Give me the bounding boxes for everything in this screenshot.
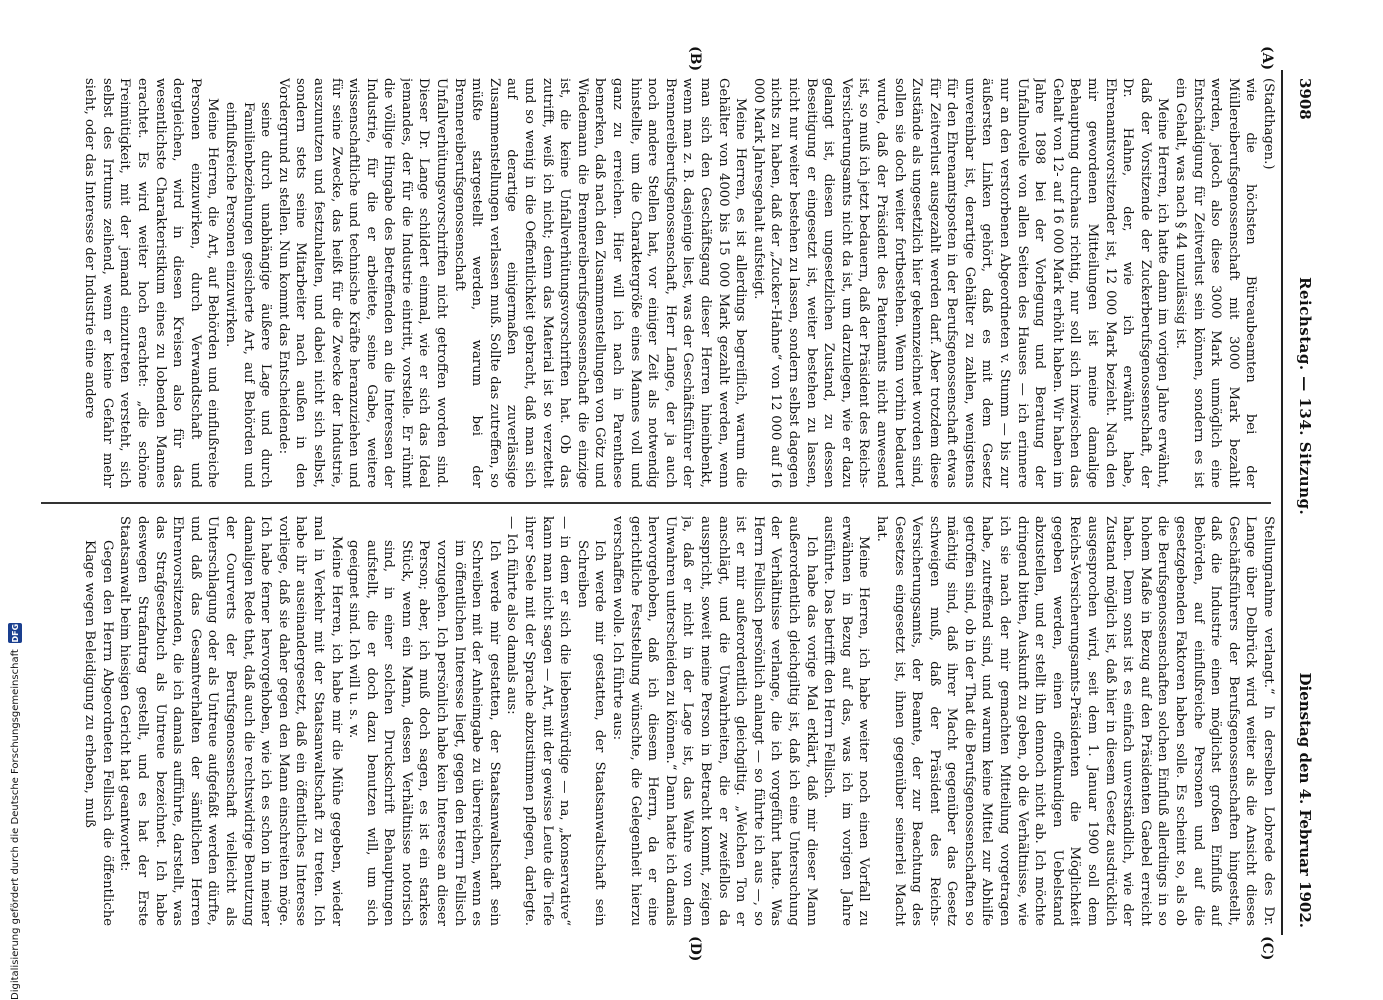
margin-mark-b: (B): [687, 46, 703, 72]
margin-mark-d: (D): [687, 936, 703, 962]
paragraph: Meine Herren, ich habe weiter noch einen Vorfall zu erwähnen in Bezug auf das, was ich im vorigen Jahre ausführte. Das betrifft den Herrn Fellisch.: [821, 516, 872, 926]
dfg-logo-icon: DFG: [8, 623, 22, 643]
margin-mark-a: (A): [1259, 46, 1275, 71]
session-date: Dienstag den 4. Februar 1902.: [1296, 672, 1314, 928]
paragraph: wie die höchsten Büreaubeamten bei der Müllereiberufsgenossenschaft mit 3000 Mark bezahlt werden, jedoch also diese 3000 Mark unmöglich eine Entschädigung für Zeitverlust sein können, sondern es ist ein Gehalt, was nach § 44 unzulässig ist.: [1173, 78, 1259, 488]
digitization-note: [4, 0, 26, 1000]
paragraph: Meine Herren, ich hatte dann im vorigen Jahre erwähnt, daß der Vorsitzende der Zuckerberufsgenossenschaft, der Dr. Hahne, der, wie ich erwähnt habe, Ehrenamtsvorsitzender ist, 12 000 Mark bezieht. Nach den mir gewordenen Mitteilungen ist meine damalige Behauptung durchaus richtig, nur soll sich inzwischen das Gehalt von 12- auf 16 000 Mark erhöht haben. Wir haben im Jahre 1898 bei der Vorlegung und Beratung der Unfallnovelle von allen Seiten des Hauses — ich erinnere nur an den verstorbenen Abgeordneten v. Stumm — bis zur äußersten Linken gehört, daß es mit dem Gesetz unvereinbar ist, derartige Gehälter zu zahlen, wenigstens für den Ehrenamtsposten in der Berufsgenossenschaft etwas für Zeitverlust ausgezahlt werden darf. Aber trotzdem diese Zustände als ungesetzlich hier gekennzeichnet worden sind, sollen sie doch weiter fortbestehen. Wenn vorhin bedauert wurde, daß der Präsident des Patentamts nicht anwesend ist, so muß ich jetzt bedauern, daß der Präsident des Reichs-Versicherungsamts nicht da ist, um darzulegen, wie er dazu gelangt ist, diesen ungesetzlichen Zustand, zu dessen Beseitigung er eingesetzt ist, weiter bestehen zu lassen, nicht nur weiter bestehen zu lassen, sondern selbst dagegen nichts zu haben, daß der „Zucker-Hahne“ von 12 000 auf 16 000 Mark Jahresgehalt aufsteigt.: [750, 78, 1171, 488]
digitization-text: Digitalisierung gefördert durch die Deutsche Forschungsgemeinschaft: [9, 649, 21, 1000]
paragraph: Gegen den Herrn Abgeordneten Fellisch die öffentliche Klage wegen Beleidigung zu erheben, muß: [82, 540, 115, 926]
right-column: [32, 516, 1277, 926]
running-title: Reichstag. — 134. Sitzung.: [1296, 277, 1314, 516]
margin-mark-c: (C): [1259, 936, 1275, 961]
paragraph: Meine Herren, es ist allerdings begreiflich, warum die Gehälter von 4000 bis 15 000 Mark gezahlt werden, wenn man sich den Geschäftsgang dieser Herren hineinbenkt, wenn man z. B. dasjenige liest, was der Geschäftsführer der Brennereiberufsgenossenschaft, Herr Lange, der ja auch noch andere Stellen hat, vor einiger Zeit als notwendig hinstellte, um die Charaktergröße eines Mannes voll und ganz zu erreichen. Hier will ich nach in Parenthese bemerken, daß nach den Zusammenstellungen von Götz und Wiedemann die Brennereiberufsgenossenschaft die einzige ist, die keine Unfallverhütungsvorschriften hat. Ob das zutrifft, weiß ich nicht; denn das Material ist so verzettelt und so wenig in die Oeffentlichkeit gebracht, daß man sich auf derartige einigermaßen zuverlässige Zusammenstellungen verlassen muß. Sollte das zutreffen, so müßte stargestellt werden, warum bei der Brennereiberufsgenossenschaft Unfallverhütungsvorschriften nicht getroffen worden sind. Dieser Dr. Lange schildert einmal, wie er sich das Ideal jemandes, der für die Industrie eintritt, vorstelle. Er rühmt die völlige Hingabe des Betreffenden an die Interessen der Industrie, für die er arbeitete, seine Gabe, weitere wissenschaftliche und technische Kräfte heranzuziehen und für seine Zwecke, das heißt für die Zwecke der Industrie, auszunutzen und festzuhalten, und dabei nicht sich selbst, sondern stets seine Mitarbeiter nach außen in den Vordergrund zu stellen. Nun kommt das Entscheidende:: [275, 78, 749, 488]
paragraph: Ich werde mir gestatten, der Staatsanwaltschaft sein Schreiben mit der Anheimgabe zu überreichen, wenn es im öffentlichen Interesse liegt, gegen den Herrn Fellisch vorzugehen. Ich persönlich habe kein Interesse an dieser Person; aber, ich muß doch sagen, es ist ein starkes Stück, wenn ein Mann, dessen Verhältnisse notorisch sind, in einer solchen Druckschrift Behauptungen aufstellt, die er doch dazu benutzen will, um sich geeignet sind. Ich will u. s. w.: [346, 540, 502, 926]
left-column: [32, 78, 1277, 488]
column-divider: [41, 502, 1271, 504]
paragraph: Ich werde mir gestatten, der Staatsanwaltschaft sein Schreiben: [574, 540, 608, 926]
header-rule: [1281, 70, 1283, 935]
paragraph: Stellungnahme verlangt.“ In derselben Lobrede des Dr. Lange über Delbrück wird weiter als die Ansicht dieses Geschäftsführers der Berufsgenossenschaften hingestellt, daß die Industrie einen möglichst großen Einfluß auf Behörden, auf einflußreiche Personen und auf die gesetzgebenden Faktoren haben solle. Es scheint so, als ob die Berufsgenossenschaften solchen Einfluß allerdings in so hohem Maße in Bezug auf den Präsidenten Gaebel erreicht haben. Denn sonst ist es einfach unverständlich, wie der Zustand möglich ist, daß hier in diesem Gesetz ausdrücklich ausgesprochen wird, seit dem 1. Januar 1900 soll dem Reichs-Versicherungsamts-Präsidenten die Möglichkeit gegeben werden, einen offenkundigen Uebelstand abzustellen, und er stellt ihn dennoch nicht ab. Ich möchte dringend bitten, Auskunft zu geben, ob die Verhältnisse, wie ich sie nach der mir gemachten Mitteilung vorgetragen habe, zutreffend sind, und warum keine Mittel zur Abhilfe getroffen sind, ob in der That die Berufsgenossenschaften so mächtig sind, daß ihrer Macht gegenüber das Gesetz schweigen muß, daß der Präsident des Reichs-Versicherungsamts, der Beamte, der zur Beachtung des Gesetzes eingesetzt ist, ihnen gegenüber seinerlei Macht hat.: [873, 516, 1276, 926]
page-number: 3908: [1296, 78, 1314, 120]
paragraph: — in dem er sich die liebenswürdige — na, „konservative“ kann man nicht sagen — Art, mit der gewisse Leute die Tiefe ihrer Seele mit der Sprache abzustimmen pflegen, darlegte. — Ich führte also damals aus:: [504, 516, 573, 926]
paragraph: seine durch unabhängige äußere Lage und durch Familienbeziehungen gesicherte Art, auf Behörden und einflußreiche Personen einzuwirken.: [222, 102, 274, 488]
paragraph: (Stadthagen.): [1261, 78, 1276, 170]
paragraph: Meine Herren, die Art, auf Behörden und einflußreiche Personen einzuwirken, durch Verwandtschaft und dergleichen, wird in diesen Kreisen also für das wesentlichste Charakteristikum eines zu lobenden Mannes erachtet. Es wird weiter hoch erachtet: „die schöne Freimütigkeit, mit der jemand einzutreten versteht, sich selbst des Irrtums zeihend, wenn er keine Gefahr mehr sieht, oder das Interesse der Industrie eine andere: [82, 78, 221, 488]
paragraph: Meine Herren, ich habe mir die Mühe gegeben, wieder mal in Verkehr mit der Staatsanwaltschaft zu treten. Ich habe ihr auseinandergesetzt, daß ein öffentliches Interesse vorliege, daß sie daher gegen den Mann einschreiten möge. Ich habe ferner hervorgehoben, wie ich es schon in meiner damaligen Rede that, daß auch die rechtswidrige Benutzung der Courverts der Berufsgenossenschaft vielleicht als Unterschlagung oder als Untreue aufgefaßt werden dürfte, und daß das Gesamtverhalten der sämtlichen Herren Ehrenvorsitzenden, die ich damals aufführte, darstellt, was das Strafgesetzbuch als Untreue bezeichnet. Ich habe deswegen Strafantrag gestellt, und es hat der Erste Staatsanwalt beim hiesigen Gericht hat geantwortet:: [117, 516, 344, 926]
page-header: [1285, 78, 1325, 928]
paragraph: Ich habe das vorige Mal erklärt, daß mir dieser Mann außerordentlich gleichgiltig ist, daß ich eine Untersuchung der Verhältnisse verlange, die ich vorgeführt hatte. Was Herrn Fellisch persönlich anlangt — so führte ich aus —, so ist er mir außerordentlich gleichgiltig. „Welchen Ton er anschlägt, und die Unwahrheiten, die er zweifellos da ausspricht, soweit meine Person in Betracht kommt, zeigen ja, daß er nicht in der Lage ist, das Wahre von dem Unwahren unterscheiden zu können.“ Dann hatte ich damals hervorgehoben, daß ich diesem Herrn, da er eine gerichtliche Feststellung wünschte, die Gelegenheit hierzu verschaffen wolle. Ich führte aus:: [610, 516, 819, 926]
